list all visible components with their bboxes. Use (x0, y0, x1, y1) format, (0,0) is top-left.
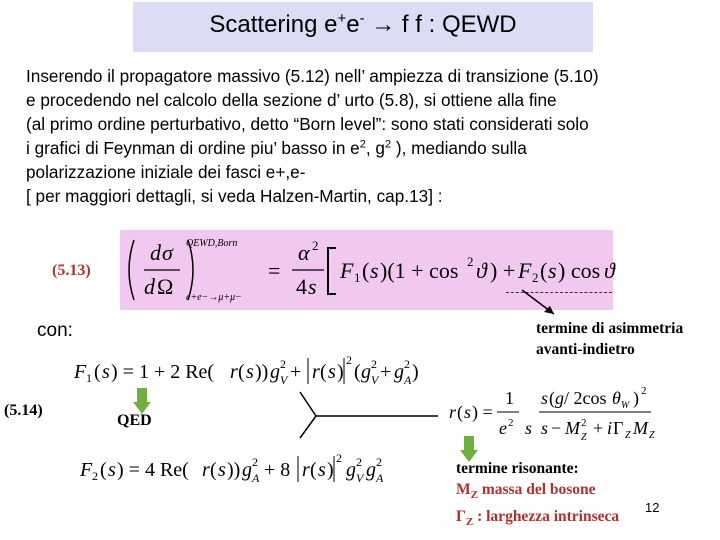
qed-label: QED (117, 412, 152, 429)
svg-text:V: V (280, 373, 288, 387)
svg-text:2: 2 (581, 417, 587, 429)
svg-text:+: + (593, 418, 604, 438)
svg-text:2: 2 (532, 270, 539, 285)
svg-text:) = 1 + 2 Re(: ) = 1 + 2 Re( (111, 361, 215, 383)
svg-text:s: s (328, 361, 336, 383)
svg-text:2: 2 (371, 357, 377, 371)
svg-text:(: ( (210, 459, 217, 481)
connector-lines (290, 390, 450, 440)
svg-text:M: M (565, 418, 580, 438)
svg-text:g: g (555, 388, 564, 408)
svg-text:): ) (412, 361, 419, 383)
svg-text:V: V (371, 373, 379, 387)
svg-text:(: ( (549, 388, 555, 408)
svg-text:) = 4 Re(: ) = 4 Re( (117, 459, 189, 481)
svg-text:s: s (308, 274, 317, 299)
asymmetry-pointer-arrow (520, 286, 560, 320)
svg-text:+: + (290, 361, 302, 383)
svg-text:(: ( (457, 402, 463, 422)
svg-text:g: g (242, 459, 252, 481)
svg-text:2: 2 (467, 254, 474, 269)
equation-f2 (76, 448, 396, 488)
svg-text:s: s (525, 418, 533, 438)
svg-text:g: g (366, 459, 376, 481)
svg-text:r: r (202, 459, 210, 481)
svg-text:2: 2 (346, 353, 352, 367)
svg-text:2: 2 (376, 455, 382, 469)
svg-text:d: d (144, 274, 155, 299)
svg-text:s: s (102, 361, 110, 383)
paragraph-line: e procedendo nel calcolo della sezione d’ urto (5.8), si ottiene alla fine (26, 90, 557, 110)
svg-text:+: + (380, 361, 392, 383)
con-label: con: (37, 320, 73, 341)
svg-text:2: 2 (404, 357, 410, 371)
svg-text:Z: Z (581, 432, 587, 443)
svg-text:r: r (449, 402, 457, 422)
svg-text:(: ( (238, 361, 245, 383)
svg-text:Z: Z (625, 430, 631, 441)
svg-text:1: 1 (354, 270, 361, 285)
svg-text:(: ( (354, 361, 361, 383)
svg-text:2: 2 (280, 357, 286, 371)
svg-text:g: g (361, 361, 371, 383)
paragraph-line: (al primo ordine perturbativo, detto “Born level”: sono stati considerati solo (26, 114, 589, 134)
svg-text:s: s (108, 459, 116, 481)
svg-text:F: F (74, 361, 87, 383)
paragraph-line: i grafici di Feynman di ordine piu’ basso in $e^2$, $g^2$ ), mediando sulla (26, 138, 527, 158)
svg-text:): ) (633, 388, 639, 408)
svg-text:Ω: Ω (157, 274, 174, 299)
svg-text:σ: σ (162, 240, 173, 265)
svg-text:) cos: ) cos (558, 258, 601, 283)
svg-text:2: 2 (641, 385, 647, 397)
svg-text:Γ: Γ (613, 418, 624, 438)
asymmetry-note: termine di asimmetria avanti-indietro (536, 320, 684, 358)
svg-text:F: F (340, 258, 354, 283)
svg-text:ϑ: ϑ (604, 258, 615, 283)
svg-text:ϑ: ϑ (476, 258, 487, 283)
intro-paragraph (26, 64, 716, 208)
svg-text:V: V (356, 471, 364, 485)
svg-text:α: α (298, 240, 310, 265)
page-number: 12 (645, 500, 660, 515)
equation-label-5-14: (5.14) (4, 402, 43, 419)
svg-text:(: ( (362, 258, 370, 283)
svg-text:2: 2 (356, 455, 362, 469)
svg-text:A: A (376, 471, 384, 485)
svg-text:2: 2 (508, 417, 514, 429)
svg-text:1: 1 (86, 371, 92, 385)
resonance-note: termine risonante: $M_Z$ massa del bosone $\Gamma_Z$ : larghezza intrinseca (456, 460, 620, 529)
svg-text:θ: θ (612, 388, 621, 408)
svg-text:r: r (230, 361, 238, 383)
slide-title: Scattering e+e- → f f : QEWD (209, 10, 517, 38)
svg-text:): ) (327, 459, 334, 481)
equation-label-5-13: (5.13) (52, 262, 91, 279)
svg-text:2: 2 (252, 455, 258, 469)
svg-text:s: s (218, 459, 226, 481)
svg-text:=: = (268, 258, 281, 283)
svg-text:): ) (337, 361, 344, 383)
svg-text:2: 2 (312, 238, 319, 253)
svg-text:s: s (541, 388, 549, 408)
svg-text:F: F (80, 459, 93, 481)
svg-text:(: ( (94, 361, 101, 383)
equation-subscript: e+e−→μ+μ− (186, 292, 242, 303)
paragraph-line: polarizzazione iniziale dei fasci e+,e- (26, 162, 306, 182)
svg-text:) =: ) = (472, 402, 493, 422)
equation-superscript: QEWD,Born (186, 238, 238, 249)
svg-text:A: A (252, 471, 260, 485)
svg-text:W: W (621, 400, 630, 411)
svg-text:M: M (633, 418, 648, 438)
svg-text:)(1 + cos: )(1 + cos (380, 258, 459, 283)
svg-text:s: s (541, 418, 549, 438)
svg-text:r: r (312, 361, 320, 383)
svg-text:s: s (548, 258, 557, 283)
svg-text:e: e (499, 418, 507, 438)
svg-text:2: 2 (336, 451, 342, 465)
svg-text:s: s (464, 402, 472, 422)
paragraph-line: Inserendo il propagatore massivo (5.12) nell’ ampiezza di transizione (5.10) (26, 66, 599, 86)
svg-text:s: s (246, 361, 254, 383)
svg-text:−: − (551, 418, 562, 438)
svg-text:4: 4 (296, 274, 307, 299)
svg-text:+ 8: + 8 (264, 459, 291, 481)
svg-text:) +: ) + (490, 258, 516, 283)
svg-text:F: F (518, 258, 532, 283)
svg-text:i: i (607, 418, 613, 438)
svg-text:g: g (270, 361, 280, 383)
svg-text:Z: Z (649, 430, 655, 441)
svg-text:s: s (318, 459, 326, 481)
svg-text:2: 2 (92, 469, 98, 483)
paragraph-line: [ per maggiori dettagli, si veda Halzen-Martin, cap.13] : (26, 186, 443, 206)
svg-text:)): )) (227, 459, 241, 481)
svg-text:r: r (302, 459, 310, 481)
svg-text:s: s (370, 258, 379, 283)
equation-f1 (70, 350, 420, 390)
svg-text:1: 1 (505, 388, 514, 408)
qed-arrow-icon (133, 388, 151, 414)
svg-text:A: A (404, 373, 412, 387)
svg-text:(: ( (310, 459, 317, 481)
svg-text:(: ( (320, 361, 327, 383)
svg-text:g: g (394, 361, 404, 383)
svg-text:/ 2cos: / 2cos (564, 388, 607, 408)
svg-text:g: g (346, 459, 356, 481)
svg-text:(: ( (540, 258, 548, 283)
svg-text:d: d (150, 240, 161, 265)
svg-text:)): )) (255, 361, 269, 383)
svg-text:(: ( (100, 459, 107, 481)
